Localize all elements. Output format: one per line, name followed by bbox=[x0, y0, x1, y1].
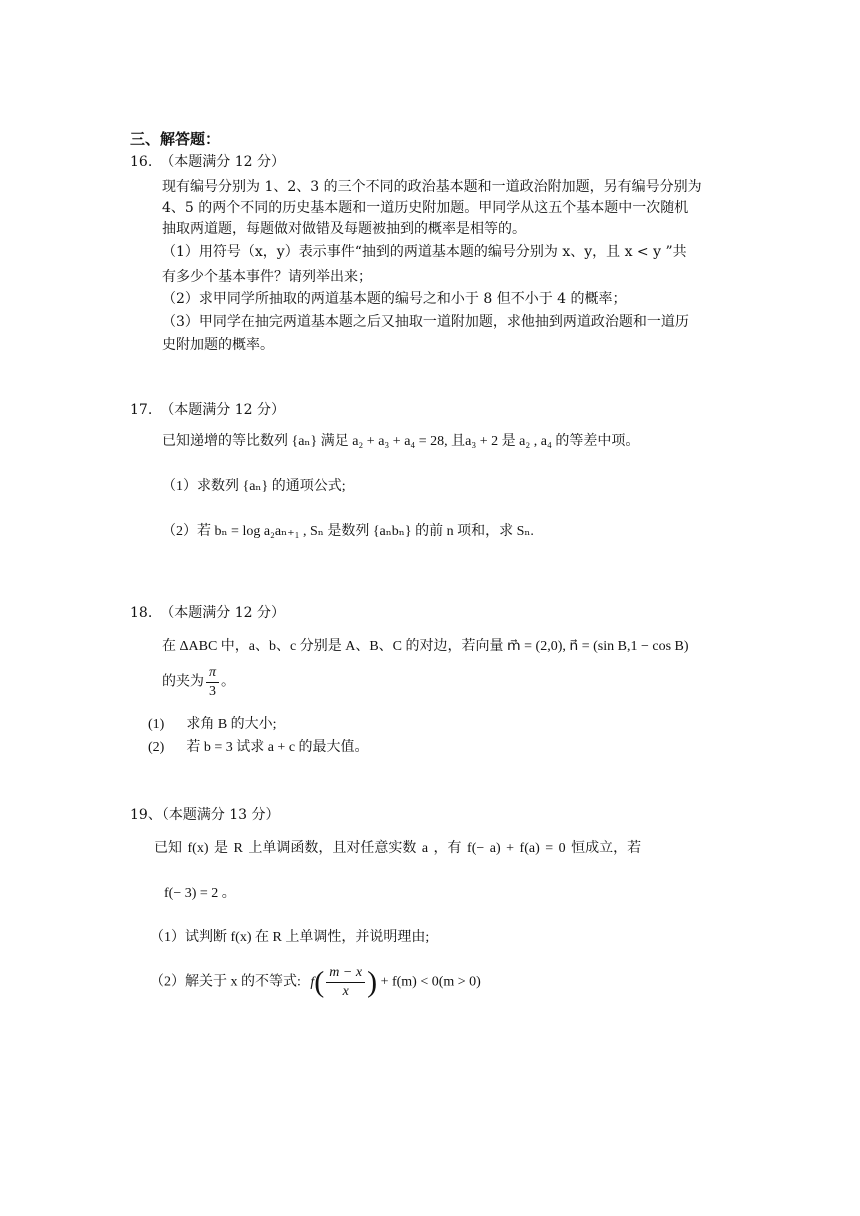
q18-line-2-prefix: 的夹为 bbox=[162, 674, 204, 690]
q18-part-1-text: 求角 B 的大小; bbox=[186, 717, 277, 732]
q18-line-2 bbox=[162, 664, 235, 701]
q18-line-1: 在 ΔABC 中，a、b、c 分别是 A、B、C 的对边，若向量 m⃗ = (2,0), n⃗ = (sin B,1 − cos B) bbox=[162, 639, 689, 654]
q16-header: （本题满分 12 分） bbox=[160, 154, 285, 170]
q19-part-2 bbox=[150, 964, 481, 1001]
q19-number: 19、 bbox=[130, 807, 162, 823]
q18-header: （本题满分 12 分） bbox=[160, 605, 285, 621]
q18-part-2 bbox=[148, 738, 369, 758]
q16-line-3: 抽取两道题，每题做对做错及每题被抽到的概率是相等的。 bbox=[162, 221, 526, 237]
q18-heading bbox=[130, 603, 285, 623]
q16-line-2: 4、5 的两个不同的历史基本题和一道历史附加题。甲同学从这五个基本题中一次随机 bbox=[162, 200, 689, 216]
q16-line-5: 有多少个基本事件？请列举出来； bbox=[162, 269, 372, 285]
q18-fraction-numerator: π bbox=[206, 664, 219, 683]
q19-fraction-denominator: x bbox=[342, 984, 349, 999]
q18-part-2-text: 若 b = 3 试求 a + c 的最大值。 bbox=[186, 740, 369, 755]
section-title: 三、解答题： bbox=[130, 130, 221, 148]
right-paren: ) bbox=[367, 965, 378, 999]
q16-line-6: （2）求甲同学所抽取的两道基本题的编号之和小于 8 但不小于 4 的概率； bbox=[162, 291, 627, 307]
q16-line-7: （3）甲同学在抽完两道基本题之后又抽取一道附加题，求他抽到两道政治题和一道历 bbox=[162, 314, 689, 330]
q19-header: （本题满分 13 分） bbox=[161, 807, 280, 823]
q16-line-1: 现有编号分别为 1、2、3 的三个不同的政治基本题和一道政治附加题，另有编号分别为 bbox=[162, 179, 702, 195]
q19-part-1: （1）试判断 f(x) 在 R 上单调性，并说明理由; bbox=[150, 930, 430, 945]
q19-fraction-numerator: m − x bbox=[326, 964, 365, 983]
left-paren: ( bbox=[314, 965, 325, 999]
q17-line-1: 已知递增的等比数列 {aₙ} 满足 a₂ + a₃ + a₄ = 28, 且a₃ + 2 是 a₂ , a₄ 的等差中项。 bbox=[162, 434, 640, 449]
q19-line-1: 已知 f(x) 是 R 上单调函数，且对任意实数 a ，有 f(− a) + f(a) = 0 恒成立，若 bbox=[154, 841, 642, 856]
q18-pi-over-3-fraction bbox=[206, 664, 219, 701]
q19-part-2-prefix: （2）解关于 x 的不等式: bbox=[150, 974, 301, 990]
q18-line-2-suffix: 。 bbox=[221, 674, 236, 690]
q19-fraction bbox=[326, 964, 365, 1001]
q16-heading bbox=[130, 152, 285, 172]
q19-heading bbox=[130, 805, 280, 825]
q18-part-2-label: (2) bbox=[148, 740, 165, 755]
q16-line-8: 史附加题的概率。 bbox=[162, 337, 274, 353]
q18-fraction-denominator: 3 bbox=[209, 684, 216, 699]
q17-header: （本题满分 12 分） bbox=[160, 402, 285, 418]
q19-part-2-suffix: + f(m) < 0(m > 0) bbox=[380, 974, 481, 990]
q18-part-1 bbox=[148, 715, 277, 735]
q19-function-symbol: f bbox=[310, 974, 315, 990]
q18-number: 18. bbox=[130, 605, 153, 621]
q17-heading bbox=[130, 400, 285, 420]
q18-part-1-label: (1) bbox=[148, 717, 165, 732]
q19-line-2: f(− 3) = 2 。 bbox=[164, 886, 236, 901]
q16-number: 16. bbox=[130, 154, 153, 170]
q16-line-4: （1）用符号（x，y）表示事件“抽到的两道基本题的编号分别为 x、y，且 x < y ”共 bbox=[162, 244, 687, 260]
q17-part-1: （1）求数列 {aₙ} 的通项公式; bbox=[162, 479, 346, 494]
q17-number: 17. bbox=[130, 402, 153, 418]
q17-part-2: （2）若 bₙ = log a₂aₙ₊₁ , Sₙ 是数列 {aₙbₙ} 的前 n 项和，求 Sₙ. bbox=[162, 524, 534, 539]
